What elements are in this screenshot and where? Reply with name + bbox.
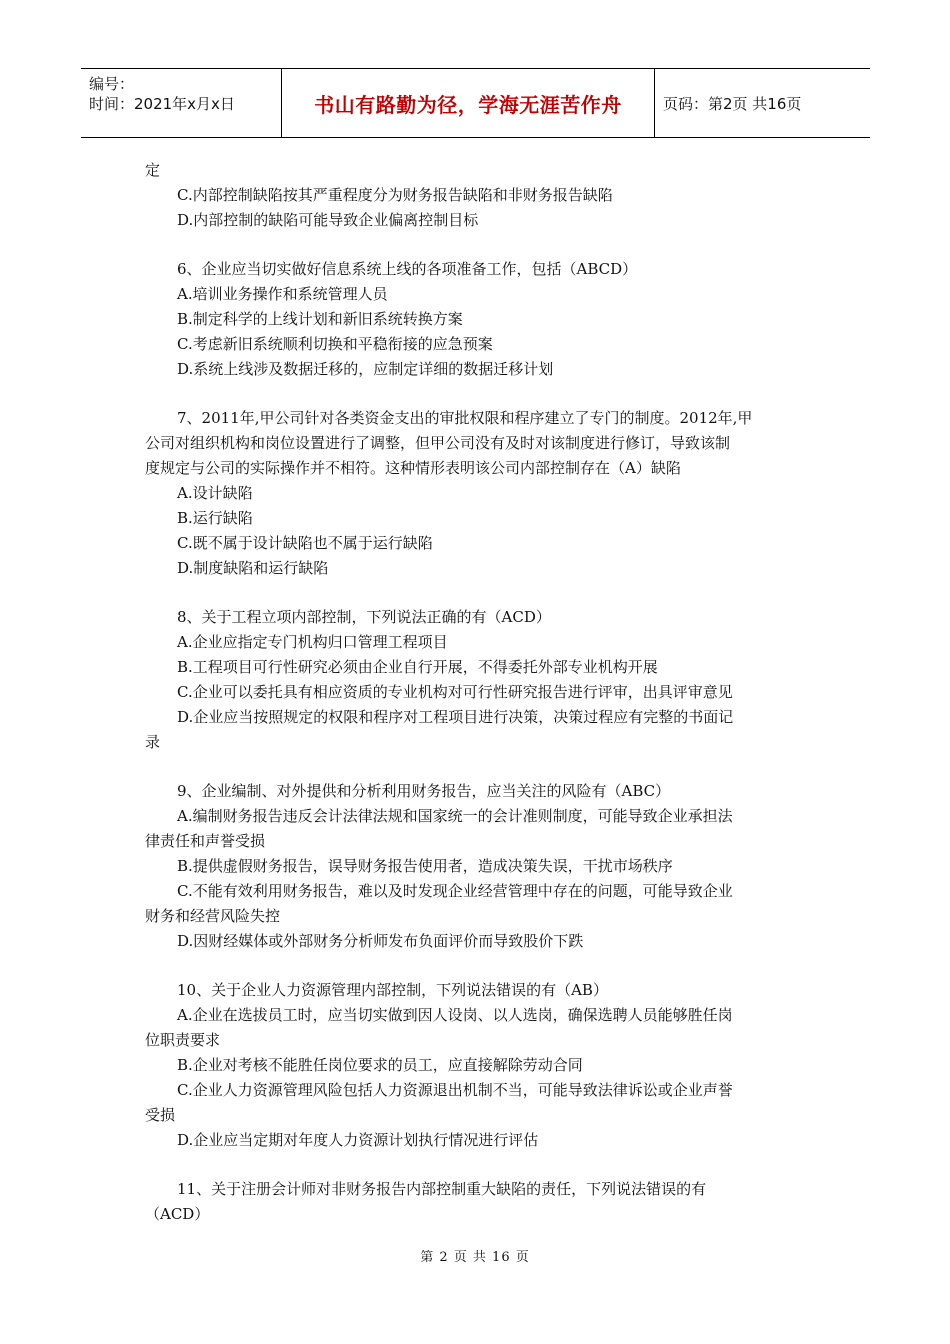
- text-line: 公司对组织机构和岗位设置进行了调整，但甲公司没有及时对该制度进行修订，导致该制: [145, 434, 731, 452]
- text-line: C.企业可以委托具有相应资质的专业机构对可行性研究报告进行评审，出具评审意见: [177, 683, 733, 701]
- text-line: 9、企业编制、对外提供和分析利用财务报告，应当关注的风险有（ABC）: [177, 782, 671, 800]
- header-motto-cell: [282, 69, 655, 137]
- header-motto: 书山有路勤为径，学海无涯苦作舟: [314, 92, 622, 117]
- text-line: C.内部控制缺陷按其严重程度分为财务报告缺陷和非财务报告缺陷: [177, 186, 613, 204]
- text-line: D.制度缺陷和运行缺陷: [177, 559, 329, 577]
- text-line: D.企业应当定期对年度人力资源计划执行情况进行评估: [177, 1131, 539, 1149]
- text-line: A.培训业务操作和系统管理人员: [177, 285, 388, 303]
- text-line: （ACD）: [145, 1205, 210, 1223]
- text-line: D.企业应当按照规定的权限和程序对工程项目进行决策，决策过程应有完整的书面记: [177, 708, 734, 726]
- paragraph-gap: [145, 1153, 807, 1177]
- text-line: 位职责要求: [145, 1031, 221, 1049]
- page-header: [81, 68, 870, 138]
- text-line: A.企业在选拔员工时，应当切实做到因人设岗、以人选岗，确保选聘人员能够胜任岗: [177, 1006, 733, 1024]
- text-line: B.工程项目可行性研究必须由企业自行开展，不得委托外部专业机构开展: [177, 658, 658, 676]
- paragraph-gap: [145, 755, 807, 779]
- text-line: 定: [145, 161, 161, 179]
- text-line: C.企业人力资源管理风险包括人力资源退出机制不当，可能导致法律诉讼或企业声誉: [177, 1081, 733, 1099]
- text-line: A.编制财务报告违反会计法律法规和国家统一的会计准则制度，可能导致企业承担法: [177, 807, 733, 825]
- text-line: C.既不属于设计缺陷也不属于运行缺陷: [177, 534, 433, 552]
- header-page-info: 页码：第2页 共16页: [663, 94, 802, 113]
- text-line: C.不能有效利用财务报告，难以及时发现企业经营管理中存在的问题，可能导致企业: [177, 882, 733, 900]
- document-body: [145, 158, 807, 1227]
- text-line: B.制定科学的上线计划和新旧系统转换方案: [177, 310, 463, 328]
- text-line: B.运行缺陷: [177, 509, 253, 527]
- paragraph-gap: [145, 954, 807, 978]
- paragraph-gap: [145, 382, 807, 406]
- text-line: 受损: [145, 1106, 176, 1124]
- text-line: 律责任和声誉受损: [145, 832, 266, 850]
- doc-date-label: 时间：2021年x月x日: [89, 95, 235, 113]
- text-line: 8、关于工程立项内部控制，下列说法正确的有（ACD）: [177, 608, 551, 626]
- text-line: A.设计缺陷: [177, 484, 253, 502]
- text-line: C.考虑新旧系统顺利切换和平稳衔接的应急预案: [177, 335, 493, 353]
- paragraph-gap: [145, 581, 807, 605]
- text-line: D.系统上线涉及数据迁移的，应制定详细的数据迁移计划: [177, 360, 554, 378]
- text-line: 10、关于企业人力资源管理内部控制，下列说法错误的有（AB）: [177, 981, 608, 999]
- text-line: 11、关于注册会计师对非财务报告内部控制重大缺陷的责任，下列说法错误的有: [177, 1180, 707, 1198]
- text-line: B.企业对考核不能胜任岗位要求的员工，应直接解除劳动合同: [177, 1056, 583, 1074]
- text-line: 财务和经营风险失控: [145, 907, 281, 925]
- doc-code-label: 编号：: [89, 75, 135, 93]
- paragraph-gap: [145, 233, 807, 257]
- text-line: A.企业应指定专门机构归口管理工程项目: [177, 633, 448, 651]
- text-line: D.因财经媒体或外部财务分析师发布负面评价而导致股价下跌: [177, 932, 584, 950]
- page-footer: 第 2 页 共 16 页: [420, 1250, 530, 1265]
- text-line: B.提供虚假财务报告，误导财务报告使用者，造成决策失误，干扰市场秩序: [177, 857, 673, 875]
- text-line: D.内部控制的缺陷可能导致企业偏离控制目标: [177, 211, 479, 229]
- text-line: 度规定与公司的实际操作并不相符。这种情形表明该公司内部控制存在（A）缺陷: [145, 459, 681, 477]
- text-line: 7、2011年,甲公司针对各类资金支出的审批权限和程序建立了专门的制度。2012年,甲: [177, 409, 753, 427]
- header-meta: [81, 69, 282, 137]
- text-line: 6、企业应当切实做好信息系统上线的各项准备工作，包括（ABCD）: [177, 260, 638, 278]
- text-line: 录: [145, 733, 161, 751]
